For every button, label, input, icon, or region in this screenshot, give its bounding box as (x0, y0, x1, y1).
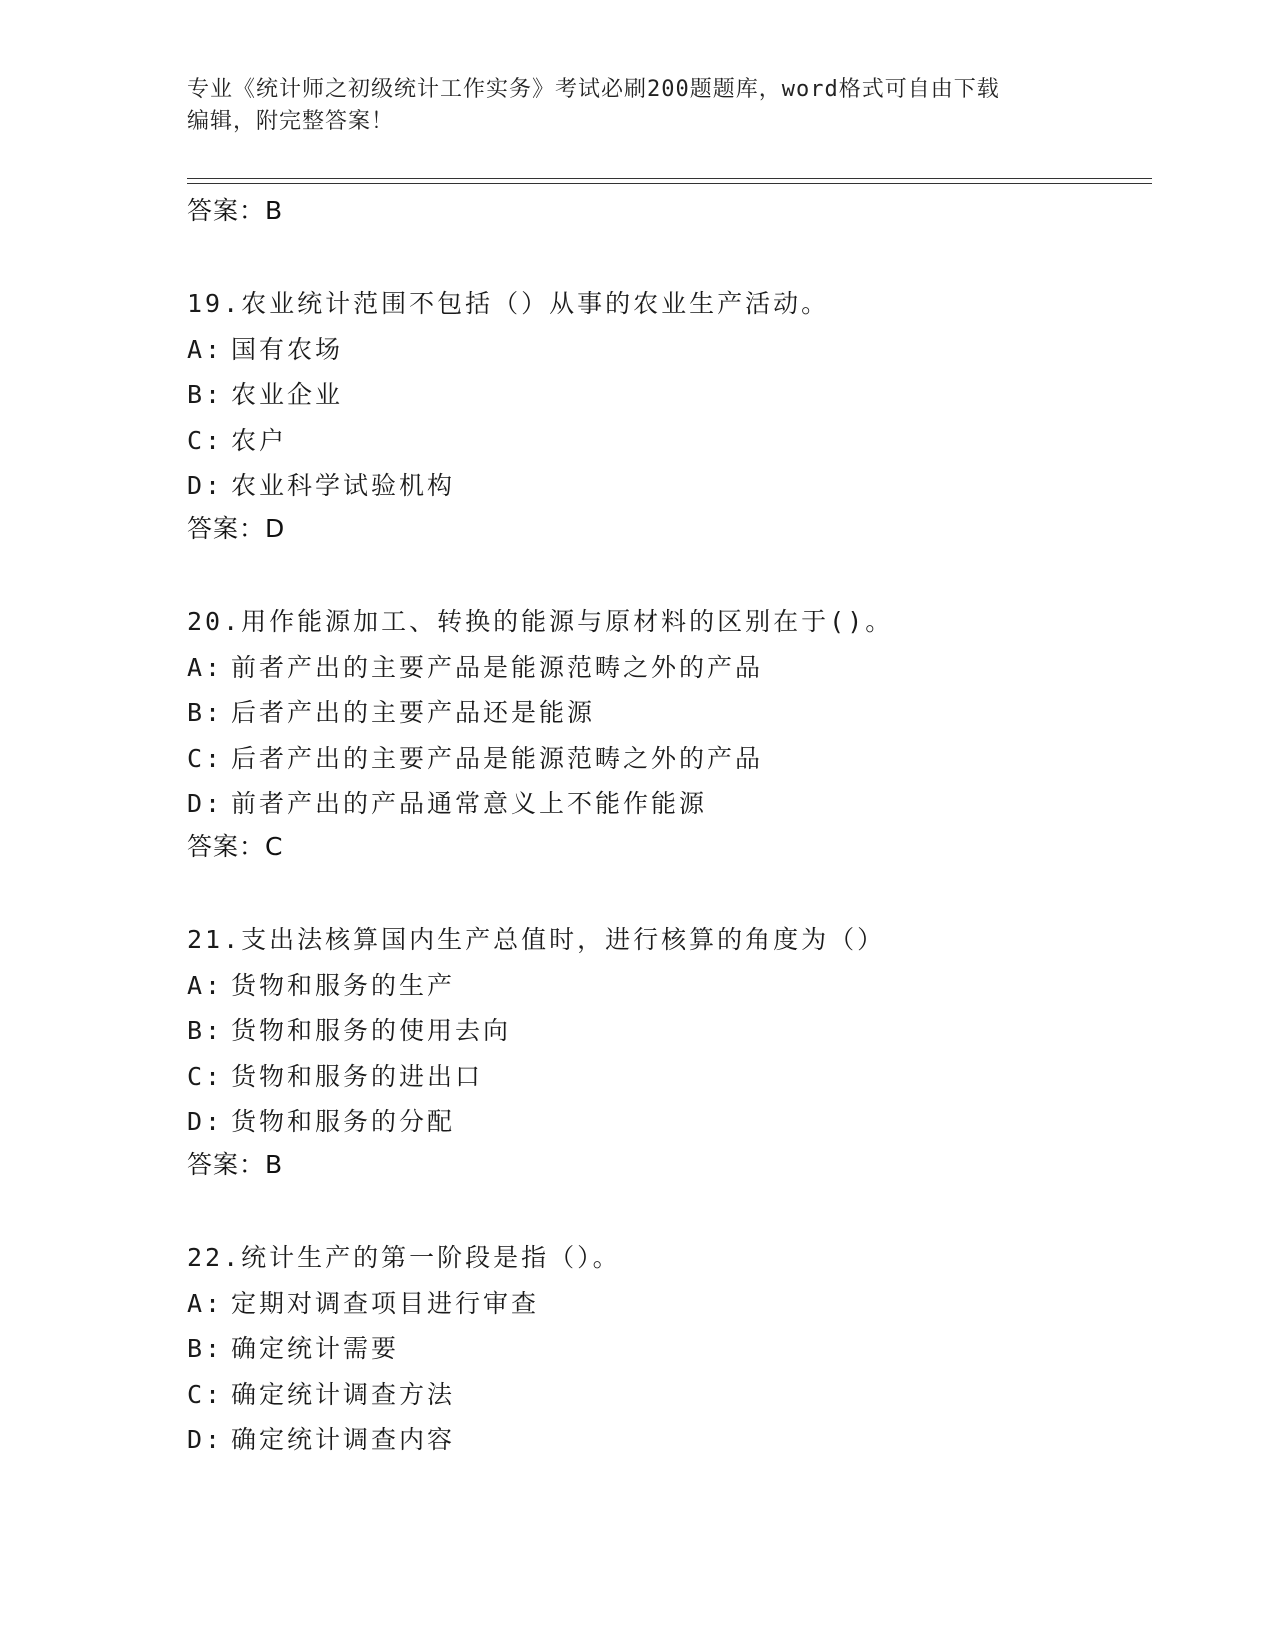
option-b (187, 372, 1152, 418)
option-letter: C: (187, 425, 224, 455)
option-a (187, 963, 1152, 1009)
option-letter: B: (187, 1334, 224, 1364)
option-text: 定期对调查项目进行审查 (231, 1288, 540, 1318)
option-letter: D: (187, 1107, 224, 1137)
option-c (187, 418, 1152, 464)
option-c (187, 1054, 1152, 1100)
option-letter: B: (187, 698, 224, 728)
option-text: 货物和服务的生产 (231, 970, 456, 1000)
question-19 (187, 281, 1152, 555)
option-text: 确定统计调查内容 (231, 1425, 456, 1455)
question-21 (187, 917, 1152, 1191)
option-letter: D: (187, 471, 224, 501)
option-letter: A: (187, 1288, 224, 1318)
header-line-2: 编辑，附完整答案！ (187, 109, 395, 134)
option-d (187, 463, 1152, 509)
option-text: 货物和服务的分配 (231, 1107, 456, 1137)
answer: 答案：B (187, 1149, 284, 1179)
option-letter: A: (187, 334, 224, 364)
option-a (187, 645, 1152, 691)
option-b (187, 690, 1152, 736)
option-b (187, 1008, 1152, 1054)
option-text: 国有农场 (231, 334, 344, 364)
option-letter: B: (187, 380, 224, 410)
option-text: 后者产出的主要产品还是能源 (231, 698, 596, 728)
question-stem: 21.支出法核算国内生产总值时，进行核算的角度为（） (187, 924, 886, 954)
question-stem: 20.用作能源加工、转换的能源与原材料的区别在于()。 (187, 606, 894, 636)
header-line-1: 专业《统计师之初级统计工作实务》考试必刷200题题库，word格式可自由下载 (187, 77, 1000, 102)
option-text: 确定统计需要 (231, 1334, 400, 1364)
question-list (187, 191, 1152, 1463)
option-text: 货物和服务的使用去向 (231, 1016, 512, 1046)
header-divider-top (187, 178, 1152, 179)
question-22 (187, 1235, 1152, 1463)
option-text: 前者产出的主要产品是能源范畴之外的产品 (231, 652, 764, 682)
option-letter: D: (187, 1425, 224, 1455)
question-20 (187, 599, 1152, 873)
document-header (187, 74, 1087, 138)
option-d (187, 1099, 1152, 1145)
answer: 答案：C (187, 831, 284, 861)
answer: 答案：D (187, 513, 286, 543)
option-text: 农业企业 (231, 380, 344, 410)
option-text: 前者产出的产品通常意义上不能作能源 (231, 789, 708, 819)
option-text: 农业科学试验机构 (231, 471, 456, 501)
question-stem: 22.统计生产的第一阶段是指（）。 (187, 1242, 621, 1272)
option-c (187, 736, 1152, 782)
option-letter: D: (187, 789, 224, 819)
option-text: 确定统计调查方法 (231, 1379, 456, 1409)
option-letter: C: (187, 743, 224, 773)
option-text: 农户 (231, 425, 288, 455)
question-stem: 19.农业统计范围不包括（）从事的农业生产活动。 (187, 289, 830, 318)
option-c (187, 1372, 1152, 1418)
option-a (187, 1281, 1152, 1327)
option-letter: B: (187, 1016, 224, 1046)
option-text: 货物和服务的进出口 (231, 1061, 484, 1091)
header-divider-bottom (187, 183, 1152, 184)
option-letter: A: (187, 970, 224, 1000)
option-d (187, 1417, 1152, 1463)
option-letter: C: (187, 1379, 224, 1409)
option-a (187, 327, 1152, 373)
option-d (187, 781, 1152, 827)
answer-prev: 答案：B (187, 196, 284, 225)
option-b (187, 1326, 1152, 1372)
option-letter: C: (187, 1061, 224, 1091)
option-text: 后者产出的主要产品是能源范畴之外的产品 (231, 743, 764, 773)
option-letter: A: (187, 652, 224, 682)
